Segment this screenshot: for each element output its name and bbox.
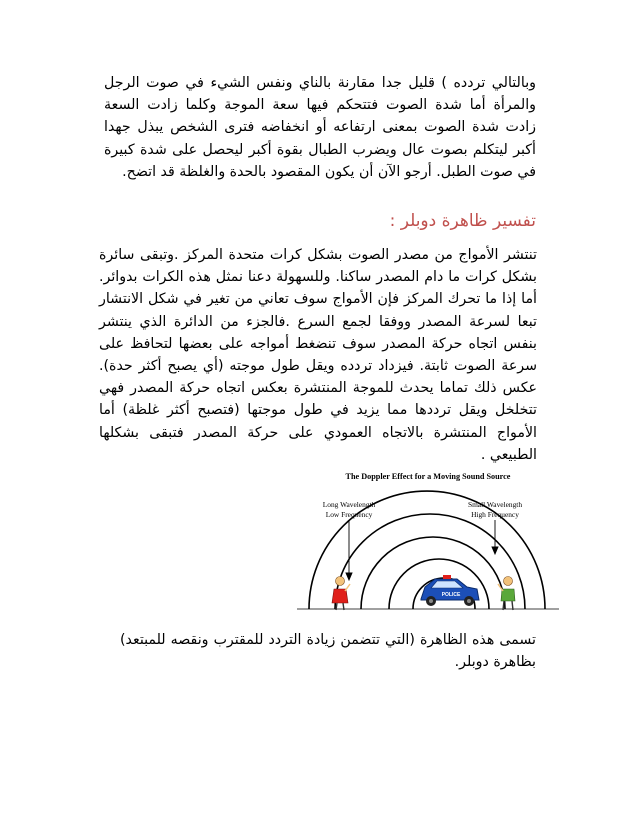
paragraph-doppler-explanation: تنتشر الأمواج من مصدر الصوت بشكل كرات متحدة المركز .وتبقى سائرة بشكل كرات ما دام المصدر ساكنا. وللسهولة دعنا نمثل هذه الكرات بدوائر. أما إذا ما تحرك المركز فإن الأمواج سوف تعاني من تغير في شكل الانتشار تبعا لسرعة المصدر ووفقا لجمع السرع .فالجزء من الدائرة الذي ينتشر بنفس اتجاه حركة المصدر سوف تنضغط أمواجه على بعضها لتحافظ على سرعة الصوت ثابتة. فيزداد تردده ويقل طول موجته (أي يصبح أكثر حدة). عكس ذلك تماما يحدث للموجة المنتشرة بعكس اتجاه حركة المصدر فهي تتخلخل ويقل ترددها مما يزيد في طول موجتها (فتصبح أكثر غلظة) أما الأمواج المنتشرة بالاتجاه العمودي على حركة المصدر فتبقى بشكلها الطبيعي .: [99, 247, 537, 463]
right-label-wavelength: Small Wavelength: [467, 500, 523, 509]
doppler-figure: [297, 467, 559, 621]
figure-title: The Doppler Effect for a Moving Sound Source: [345, 472, 511, 481]
left-label-wavelength: Long Wavelength: [322, 500, 376, 509]
police-car: [421, 575, 479, 606]
left-label-frequency: Low Frequency: [325, 510, 373, 519]
right-label-frequency: High Frequency: [471, 510, 519, 519]
paragraph-pitch-intensity: وبالتالي تردده ) قليل جدا مقارنة بالناي ونفس الشيء في صوت الرجل والمرأة أما شدة الصوت فتتحكم فيها سعة الموجة وكلما زادت السعة زادت شدة الصوت بمعنى ارتفاعه أو انخفاضه فترى الشخص يبذل جهدا أكبر ليتكلم بصوت عال ويضرب الطبال بقوة أكبر ليحصل على شدة كبيرة في صوت الطبل. أرجو الآن أن يكون المقصود بالحدة والغلظة قد اتضح.: [104, 75, 536, 180]
left-label-arrow: [346, 520, 352, 580]
section-heading-doppler: تفسير ظاهرة دوبلر :: [389, 211, 536, 231]
paragraph-doppler-definition: تسمى هذه الظاهرة (التي تتضمن زيادة التردد للمقترب ونقصه للمبتعد) بظاهرة دوبلر.: [120, 632, 536, 671]
car-text: POLICE: [441, 592, 461, 598]
